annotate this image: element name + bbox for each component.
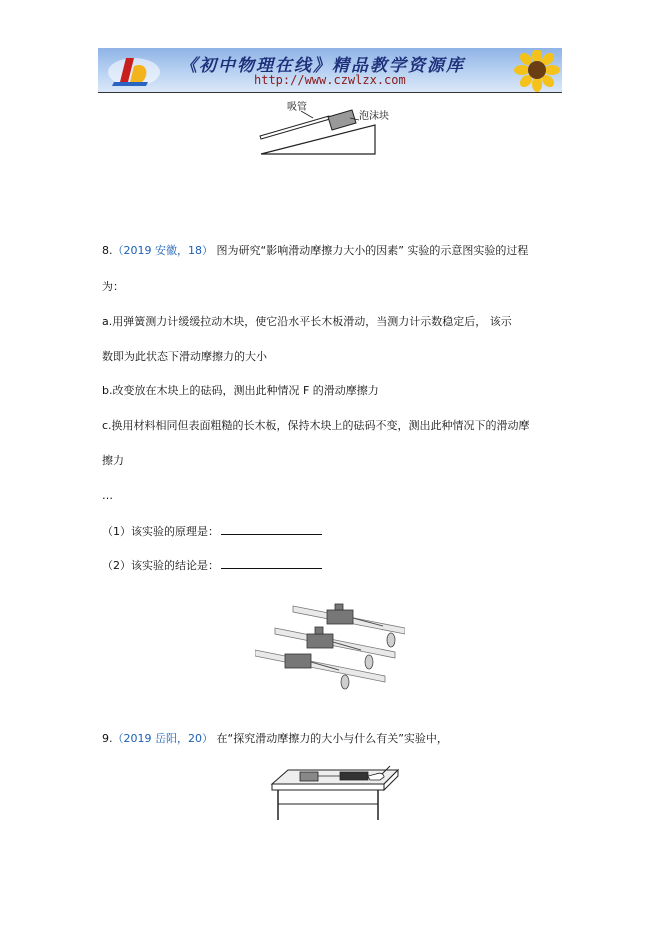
q8-step-c: c.换用材料相同但表面粗糙的长木板，保持木块上的砝码不变，测出此种情况下的滑动摩 (102, 419, 530, 432)
q9-intro-text: 在“探究滑动摩擦力的大小与什么有关”实验中， (216, 732, 448, 745)
foam-label: 泡沫块 (359, 111, 389, 122)
header-rule (98, 92, 562, 93)
q8-number: 8. (102, 244, 113, 257)
straw-label: 吸管 (287, 102, 307, 113)
q8-source: 2019 安徽，18 (123, 244, 202, 257)
friction-experiment-figure (255, 596, 405, 694)
q8-intro: 8.（2019 安徽，18） 图为研究“影响滑动摩擦力大小的因素” 实验的示意图实验的过程 (102, 244, 529, 257)
q9-number: 9. (102, 732, 113, 745)
answer-blank-1[interactable] (221, 524, 322, 535)
banner-url: http://www.czwlzx.com (254, 73, 406, 87)
q9-intro: 9.（2019 岳阳，20） 在“探究滑动摩擦力的大小与什么有关”实验中， (102, 732, 448, 745)
q8-step-b: b.改变放在木块上的砝码，测出此种情况 F 的滑动摩擦力 (102, 384, 379, 397)
q8-intro-text: 图为研究“影响滑动摩擦力大小的因素” 实验的示意图实验的过程 (216, 244, 529, 257)
answer-blank-2[interactable] (221, 558, 322, 569)
table-pull-figure (266, 762, 406, 822)
header-banner (98, 48, 562, 92)
q8-step-a: a.用弹簧测力计缓缓拉动木块，使它沿水平长木板滑动，当测力计示数稳定后， 该示 (102, 315, 512, 328)
q8-step-a-cont: 数即为此状态下滑动摩擦力的大小 (102, 350, 267, 363)
banner-title: 《初中物理在线》精品教学资源库 (180, 56, 465, 76)
q8-ellipsis: … (102, 489, 113, 502)
q8-step-c-cont: 擦力 (102, 454, 124, 467)
q8-sub1: （1）该实验的原理是： (102, 524, 322, 539)
incline-straw-figure (255, 100, 405, 160)
q9-source: 2019 岳阳，20 (123, 732, 202, 745)
q8-sub2: （2）该实验的结论是： (102, 558, 322, 573)
q8-intro-cont: 为： (102, 280, 124, 293)
site-logo-icon (104, 52, 164, 90)
sunflower-icon (514, 50, 560, 92)
